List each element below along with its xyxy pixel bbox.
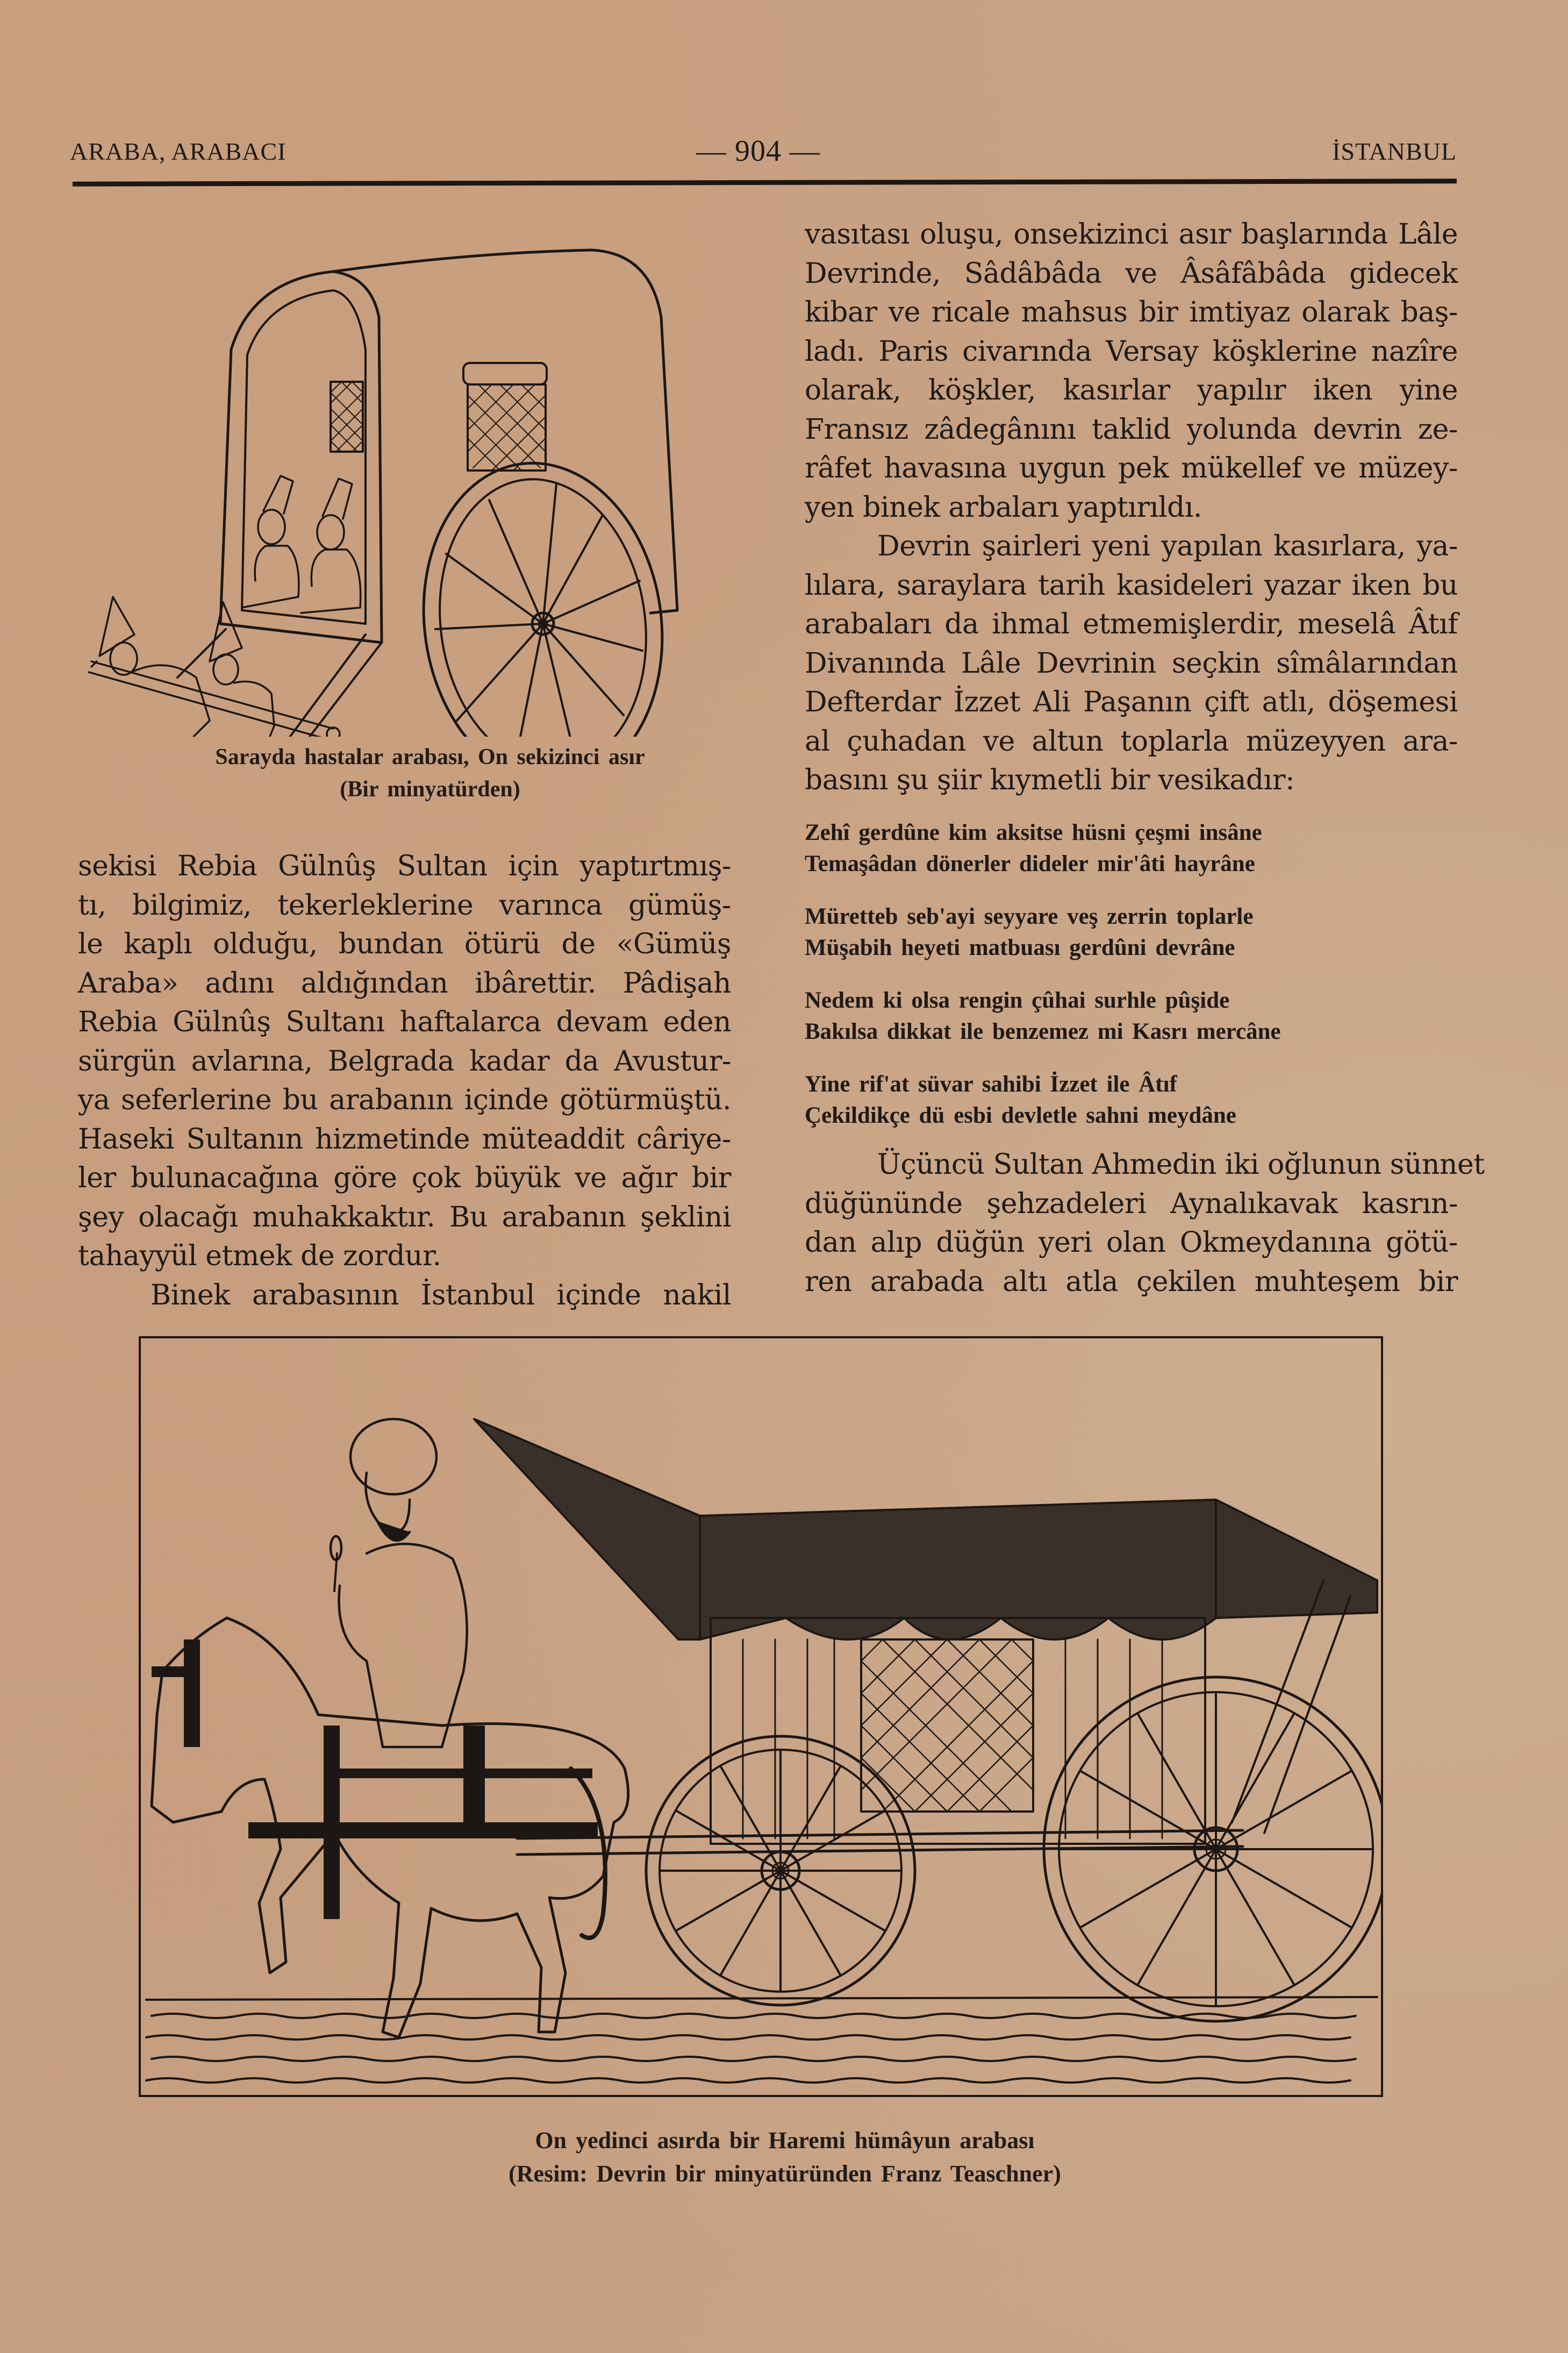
poem-verse: Zehî gerdûne kim aksitse hüsni çeşmi insâne — [805, 820, 1262, 845]
text-line: sekisi Rebia Gülnûş Sultan için yaptırtmış- — [78, 850, 731, 882]
poem-block — [805, 817, 1450, 1153]
text-line: düğününde şehzadeleri Aynalıkavak kasrın- — [805, 1187, 1458, 1220]
poem-stanza — [805, 817, 1450, 880]
text-line: dan alıp düğün yeri olan Okmeydanına götü- — [805, 1227, 1458, 1259]
text-line: arabaları da ihmal etmemişlerdir, meselâ Âtıf — [805, 608, 1458, 640]
figure2-caption — [414, 2124, 1156, 2191]
text-line: Devrinde, Sâdâbâda ve Âsâfâbâda gidecek — [805, 257, 1458, 290]
running-header — [70, 132, 1457, 175]
text-line: Divanında Lâle Devrinin seçkin sîmâlarından — [805, 647, 1458, 680]
right-column-text-bottom — [805, 1145, 1485, 1301]
poem-stanza — [805, 985, 1450, 1047]
header-rule — [73, 179, 1457, 186]
text-line: Üçüncü Sultan Ahmedin iki oğlunun sünnet — [877, 1149, 1485, 1181]
text-line: tı, bilgimiz, tekerleklerine varınca gümüş- — [78, 889, 731, 922]
poem-stanza — [805, 1069, 1450, 1131]
left-column-text — [78, 847, 731, 1315]
header-book-title: İSTANBUL — [1332, 138, 1457, 165]
poem-verse: Temaşâdan dönerler dideler mir'âti hayrâne — [805, 851, 1255, 876]
text-line: sürgün avlarına, Belgrada kadar da Avustur- — [78, 1045, 731, 1078]
text-line: vasıtası oluşu, onsekizinci asır başlarında Lâle — [805, 218, 1458, 251]
figure-hospital-carriage-illustration — [81, 210, 699, 737]
poem-stanza — [805, 901, 1450, 964]
poem-verse: Müşabih heyeti matbuası gerdûni devrâne — [805, 935, 1235, 960]
poem-verse: Müretteb seb'ayi seyyare veş zerrin toplarle — [805, 904, 1254, 929]
text-line: Fransız zâdegânını taklid yolunda devrin ze- — [805, 413, 1458, 446]
text-line: al çuhadan ve altun toplarla müzeyyen ara- — [805, 725, 1458, 758]
figure1-caption-line2: (Bir minyatürden) — [340, 777, 520, 802]
text-line: basını şu şiir kıymetli bir vesikadır: — [805, 764, 1295, 796]
figure1-caption — [145, 741, 715, 805]
figure2-caption-line1: On yedinci asırda bir Haremi hümâyun arabası — [535, 2127, 1035, 2154]
poem-verse: Nedem ki olsa rengin çûhai surhle pûşide — [805, 988, 1230, 1013]
text-line: Rebia Gülnûş Sultanı haftalarca devam eden — [78, 1006, 731, 1038]
right-column-text-top — [805, 215, 1458, 800]
text-line: ren arabada altı atla çekilen muhteşem bir — [805, 1265, 1458, 1298]
poem-verse: Çekildikçe dü esbi devletle sahni meydâne — [805, 1103, 1236, 1128]
text-line: kibar ve ricale mahsus bir imtiyaz olarak baş- — [805, 296, 1458, 329]
text-line: le kaplı olduğu, bundan ötürü de «Gümüş — [78, 928, 731, 960]
text-line: Araba» adını aldığından ibârettir. Pâdişah — [78, 967, 731, 1000]
header-section-title: ARABA, ARABACI — [70, 138, 287, 165]
text-line: Binek arabasının İstanbul içinde nakil — [151, 1279, 731, 1311]
text-line: tahayyül etmek de zordur. — [78, 1240, 441, 1272]
text-line: olarak, köşkler, kasırlar yapılır iken yine — [805, 374, 1458, 407]
text-line: ya seferlerine bu arabanın içinde götürmüştü. — [78, 1084, 731, 1116]
page-number: — 904 — — [696, 134, 820, 168]
poem-verse: Yine rif'at süvar sahibi İzzet ile Âtıf — [805, 1072, 1177, 1097]
poem-verse: Bakılsa dikkat ile benzemez mi Kasrı mercâne — [805, 1019, 1281, 1044]
text-line: Defterdar İzzet Ali Paşanın çift atlı, döşemesi — [805, 686, 1458, 718]
figure-harem-carriage-illustration — [139, 1336, 1383, 2097]
text-line: yen binek arbaları yaptırıldı. — [805, 491, 1202, 524]
figure1-caption-line1: Sarayda hastalar arabası, On sekizinci asır — [215, 745, 645, 769]
text-line: Devrin şairleri yeni yapılan kasırlara, ya- — [877, 530, 1458, 562]
text-line: ladı. Paris civarında Versay köşklerine nazîre — [805, 335, 1458, 368]
figure2-caption-line2: (Resim: Devrin bir minyatüründen Franz Teaschner) — [509, 2161, 1061, 2187]
text-line: lılara, saraylara tarih kasideleri yazar iken bu — [805, 569, 1458, 602]
text-line: râfet havasına uygun pek mükellef ve müzey- — [805, 452, 1458, 484]
text-line: Haseki Sultanın hizmetinde müteaddit câriye- — [78, 1123, 731, 1156]
text-line: ler bulunacağına göre çok büyük ve ağır bir — [78, 1162, 731, 1194]
text-line: şey olacağı muhakkaktır. Bu arabanın şeklini — [78, 1201, 731, 1233]
